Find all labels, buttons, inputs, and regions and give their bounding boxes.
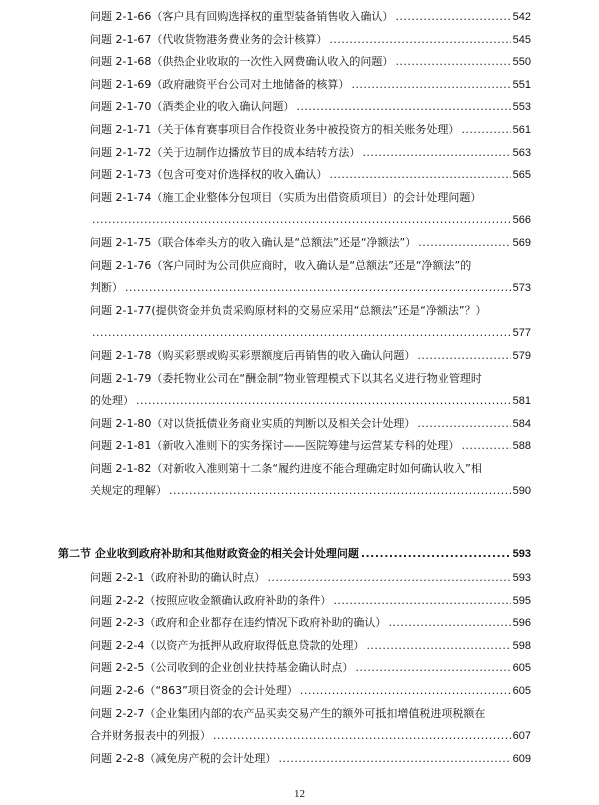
toc-entry[interactable] [90,142,531,165]
section-title: 第二节 企业收到政府补助和其他财政资金的相关会计处理问题 [58,547,359,560]
leader-dots [362,142,510,165]
toc-entry-title-cont: 合并财务报表中的列报） [90,729,211,743]
toc-entry-page: 593 [512,572,531,584]
leader-dots [361,543,511,565]
leader-dots [169,480,511,503]
toc-entry-title: 问题 2-1-76（客户同时为公司供应商时，收入确认是“总额法”还是“净额法”的 [90,258,472,272]
section-page: 593 [512,548,531,560]
toc-entry[interactable] [90,435,531,458]
toc-entry-title: 问题 2-2-8（减免房产税的会计处理） [90,751,277,765]
leader-dots [355,657,510,680]
toc-entry[interactable] [90,6,531,29]
toc-entry[interactable] [90,680,531,703]
leader-dots [278,748,510,771]
leader-dots [417,413,510,436]
toc-entry-page: 607 [512,730,531,743]
toc-entry-title: 问题 2-2-6（“863”项目资金的会计处理） [90,683,298,697]
toc-entry[interactable] [90,96,531,119]
toc-entry[interactable] [90,29,531,52]
toc-entry-title: 问题 2-1-72（关于边制作边播放节目的成本结转方法） [90,145,361,159]
toc-entry-page: 590 [512,485,531,498]
toc-entry-title-cont: 的处理） [90,394,134,408]
toc-entry[interactable] [90,368,531,413]
leader-dots [92,209,511,232]
toc-entry-page: 542 [512,11,531,23]
toc-entry-title-cont: 关规定的理解） [90,484,167,498]
toc-entry-page: 573 [512,282,531,295]
toc-entry-title: 问题 2-1-68（供热企业收取的一次性入网费确认收入的问题） [90,55,394,69]
toc-entry-page: 596 [512,617,531,630]
leader-dots [329,164,510,187]
toc-entry[interactable] [90,164,531,187]
leader-dots [417,345,510,368]
leader-dots [267,567,510,590]
toc-entry-title: 问题 2-2-2（按照应收金额确认政府补助的条件） [90,593,332,607]
page-number: 12 [294,788,305,800]
toc-entry-page: 553 [512,101,531,114]
toc-entry-page: 550 [512,56,531,69]
toc-entry[interactable] [90,703,531,748]
toc-entry-title: 问题 2-2-1（政府补助的确认时点） [90,571,266,584]
toc-entry-page: 605 [512,684,531,697]
toc-entry-title: 问题 2-1-70（酒类企业的收入确认问题） [90,100,295,114]
leader-dots [461,119,510,142]
toc-entry[interactable] [90,255,531,300]
toc-entry-page: 551 [512,78,531,91]
toc-entry-title: 问题 2-2-4（以资产为抵押从政府取得低息贷款的处理） [90,638,365,652]
toc-entry-page: 577 [512,327,531,340]
toc-entry-title: 问题 2-1-81（新收入准则下的实务探讨——医院筹建与运营某专科的处理） [90,439,460,453]
leader-dots [333,590,510,613]
toc-entry-page: 605 [512,662,531,675]
toc-entry-title: 问题 2-2-5（公司收到的企业创业扶持基金确认时点） [90,661,354,675]
leader-dots [418,232,510,255]
toc-entry-title: 问题 2-2-7（企业集团内部的农产品买卖交易产生的额外可抵扣增值税进项税额在 [90,706,486,720]
toc-entry-page: 561 [512,123,531,136]
toc-entry-title: 问题 2-1-78（购买彩票或购买彩票额度后再销售的收入确认问题） [90,348,416,362]
leader-dots [213,725,511,748]
toc-entry-page: 581 [512,395,531,408]
toc-entry-title-cont: 判断） [90,281,123,295]
toc-entry-title: 问题 2-1-67（代收货物港务费业务的会计核算） [90,32,328,46]
leader-dots [395,6,510,29]
leader-dots [300,680,511,703]
section-heading[interactable] [58,543,531,565]
toc-entry[interactable] [90,458,531,503]
leader-dots [296,96,510,119]
toc-entry-title: 问题 2-1-71（关于体育赛事项目合作投资业务中被投资方的相关账务处理） [90,122,460,136]
toc-entry-title: 问题 2-1-69（政府融资平台公司对土地储备的核算） [90,77,350,91]
toc-entry[interactable] [90,300,531,345]
toc-entry-page: 566 [512,214,531,227]
toc-entry[interactable] [90,74,531,97]
toc-entry-title: 问题 2-2-3（政府和企业都存在违约情况下政府补助的确认） [90,616,387,630]
toc-entry[interactable] [90,635,531,658]
toc-entry[interactable] [90,567,531,590]
toc-entry[interactable] [90,657,531,680]
toc-entry-title: 问题 2-1-73（包含可变对价选择权的收入确认） [90,168,328,182]
toc-entry-page: 579 [512,349,531,362]
toc-entry-page: 595 [512,594,531,607]
toc-entry-title: 问题 2-1-79（委托物业公司在“酬金制”物业管理模式下以其名义进行物业管理时 [90,371,482,385]
leader-dots [388,612,510,635]
toc-entry[interactable] [90,748,531,771]
toc-entry[interactable] [90,612,531,635]
toc-entry-title: 问题 2-1-74（施工企业整体分包项目（实质为出借资质项目）的会计处理问题） [90,190,482,204]
toc-entry-page: 545 [512,33,531,46]
toc-entry[interactable] [90,119,531,142]
toc-entry-title: 问题 2-1-80（对以货抵债业务商业实质的判断以及相关会计处理） [90,416,416,430]
leader-dots [366,635,510,658]
leader-dots [395,51,510,74]
toc-entry-title: 问题 2-1-66（客户具有回购选择权的重型装备销售收入确认） [90,10,394,23]
toc-entry[interactable] [90,187,531,232]
toc-entry-page: 584 [512,417,531,430]
toc-entry[interactable] [90,590,531,613]
leader-dots [461,435,510,458]
toc-entry-title: 问题 2-1-77(提供资金并负责采购原材料的交易应采用“总额法”还是“净额法”？） [90,303,487,317]
leader-dots [329,29,510,52]
toc-entry-page: 598 [512,639,531,652]
toc-entry-title: 问题 2-1-75（联合体牵头方的收入确认是“总额法”还是“净额法”） [90,235,417,249]
leader-dots [92,322,511,345]
toc-entry-page: 569 [512,236,531,249]
leader-dots [125,277,511,300]
toc-list-a [90,6,531,503]
toc-entry-page: 609 [512,752,531,765]
leader-dots [136,390,511,413]
toc-list-b [90,567,531,770]
toc-entry[interactable] [90,345,531,368]
toc-entry[interactable] [90,51,531,74]
toc-entry[interactable] [90,232,531,255]
toc-entry-page: 563 [512,146,531,159]
toc-entry-title: 问题 2-1-82（对新收入准则第十二条“履约进度不能合理确定时如何确认收入”相 [90,461,482,475]
toc-entry-page: 565 [512,169,531,182]
toc-entry-page: 588 [512,440,531,453]
leader-dots [351,74,510,97]
toc-entry[interactable] [90,413,531,436]
